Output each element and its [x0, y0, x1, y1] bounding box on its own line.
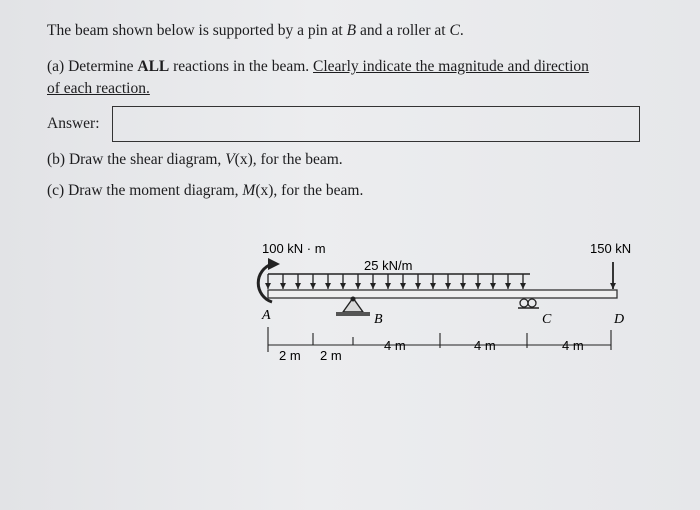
- roller-support-c: [518, 299, 539, 308]
- dim-label-5: 4 m: [562, 338, 584, 353]
- part-a-line1: (a) Determine ALL reactions in the beam. Clearly indicate the magnitude and direction: [47, 58, 589, 75]
- answer-label: Answer:: [47, 115, 100, 132]
- dim-label-2: 2 m: [320, 348, 342, 363]
- moment-arrowhead-icon: [268, 258, 280, 270]
- problem-intro: The beam shown below is supported by a pin at B and a roller at C.: [47, 22, 464, 39]
- part-b: (b) Draw the shear diagram, V(x), for the beam.: [47, 151, 343, 168]
- point-a-label: A: [262, 308, 271, 323]
- point-c-label: C: [542, 312, 552, 327]
- point-b-label: B: [374, 312, 383, 327]
- distributed-load-label: 25 kN/m: [364, 258, 413, 273]
- pin-support-b: [336, 297, 370, 317]
- moment-load-label: 100 kN · m: [262, 241, 326, 256]
- beam: [268, 290, 617, 298]
- part-a-line2: of each reaction.: [47, 80, 150, 97]
- dim-label-4: 4 m: [474, 338, 496, 353]
- part-c: (c) Draw the moment diagram, M(x), for the beam.: [47, 182, 364, 199]
- point-load-label: 150 kN: [590, 241, 632, 256]
- dim-label-3: 4 m: [384, 338, 406, 353]
- distributed-load: [268, 274, 530, 289]
- dim-label-1: 2 m: [279, 348, 301, 363]
- point-d-label: D: [614, 312, 625, 327]
